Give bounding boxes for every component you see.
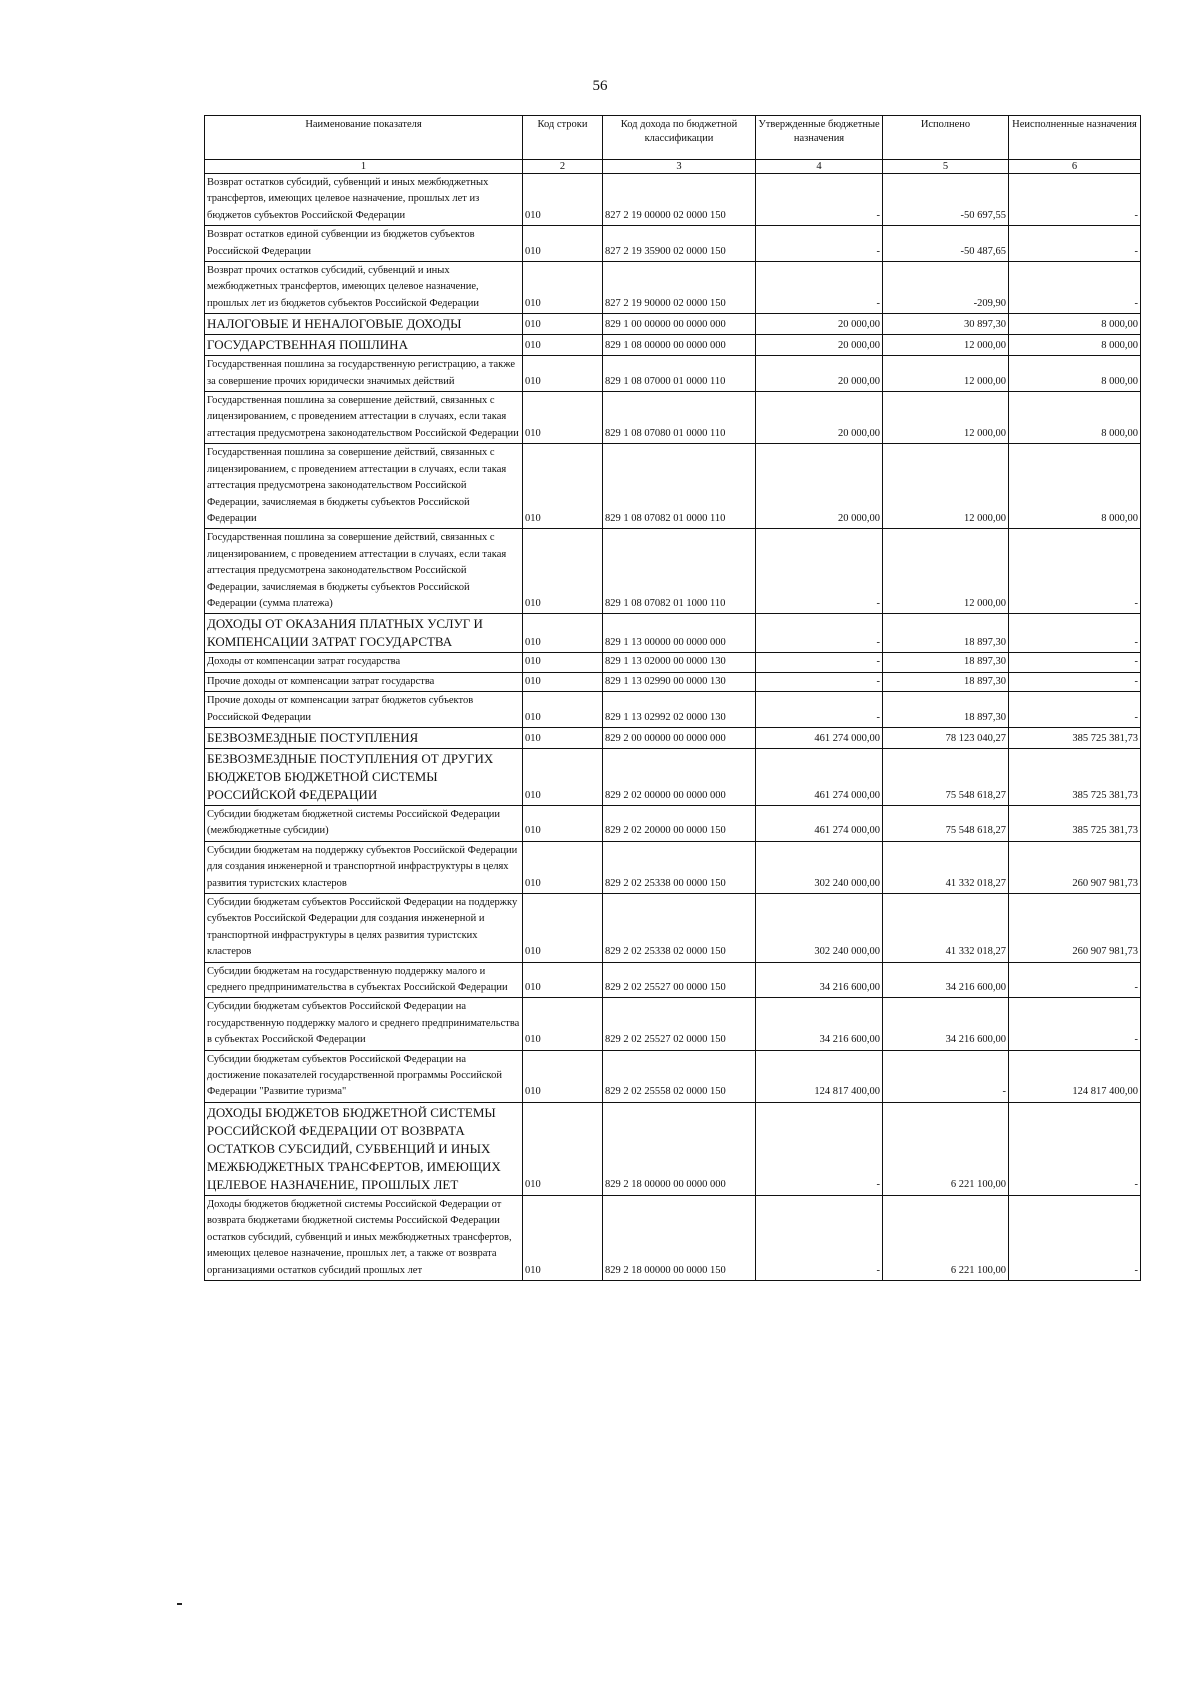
income-code-cell: 827 2 19 90000 02 0000 150 [603,262,756,314]
approved-amount-cell: 461 274 000,00 [756,748,883,805]
executed-amount-cell: 78 123 040,27 [883,727,1009,748]
line-code-cell: 010 [523,653,603,672]
indicator-name-cell: Субсидии бюджетам на государственную поддержку малого и среднего предпринимательства в субъектах Российской Федерации [205,962,523,998]
line-code-cell: 010 [523,692,603,728]
line-code-cell: 010 [523,1195,603,1280]
approved-amount-cell: - [756,262,883,314]
executed-amount-cell: -209,90 [883,262,1009,314]
table-row [205,653,1141,672]
indicator-name-cell: Возврат остатков единой субвенции из бюджетов субъектов Российской Федерации [205,226,523,262]
income-code-cell: 829 1 13 00000 00 0000 000 [603,614,756,653]
unexecuted-amount-cell: - [1009,653,1141,672]
unexecuted-amount-cell: - [1009,226,1141,262]
table-row [205,1195,1141,1280]
line-code-cell: 010 [523,998,603,1050]
unexecuted-amount-cell: 8 000,00 [1009,335,1141,356]
executed-amount-cell: 75 548 618,27 [883,805,1009,841]
executed-amount-cell: 75 548 618,27 [883,748,1009,805]
line-code-cell: 010 [523,1102,603,1195]
line-code-cell: 010 [523,894,603,963]
executed-amount-cell: 12 000,00 [883,529,1009,614]
unexecuted-amount-cell: - [1009,262,1141,314]
income-code-cell: 829 2 02 20000 00 0000 150 [603,805,756,841]
income-code-cell: 829 1 08 07080 01 0000 110 [603,392,756,444]
income-code-cell: 829 1 08 00000 00 0000 000 [603,335,756,356]
indicator-name-cell: БЕЗВОЗМЕЗДНЫЕ ПОСТУПЛЕНИЯ [205,727,523,748]
approved-amount-cell: - [756,1102,883,1195]
line-code-cell: 010 [523,614,603,653]
approved-amount-cell: 20 000,00 [756,392,883,444]
header-number: 4 [756,160,883,174]
line-code-cell: 010 [523,805,603,841]
approved-amount-cell: - [756,226,883,262]
table-row [205,672,1141,691]
executed-amount-cell: 18 897,30 [883,653,1009,672]
line-code-cell: 010 [523,356,603,392]
unexecuted-amount-cell: 8 000,00 [1009,392,1141,444]
approved-amount-cell: 20 000,00 [756,314,883,335]
unexecuted-amount-cell: - [1009,672,1141,691]
table-body [205,174,1141,1281]
indicator-name-cell: Государственная пошлина за государственную регистрацию, а также за совершение прочих юридически значимых действий [205,356,523,392]
unexecuted-amount-cell: 260 907 981,73 [1009,841,1141,893]
indicator-name-cell: Субсидии бюджетам субъектов Российской Федерации на государственную поддержку малого и среднего предпринимательства в субъектах Российской Федерации [205,998,523,1050]
unexecuted-amount-cell: - [1009,529,1141,614]
table-row [205,894,1141,963]
header-number: 6 [1009,160,1141,174]
indicator-name-cell: Доходы бюджетов бюджетной системы Российской Федерации от возврата бюджетами бюджетной системы Российской Федерации остатков субсидий, субвенций и иных межбюджетных трансфертов, имеющих целевое назначение, прошлых лет, а также от возврата организациями остатков субсидий прошлых лет [205,1195,523,1280]
unexecuted-amount-cell: - [1009,998,1141,1050]
table-row [205,1050,1141,1102]
table-row [205,998,1141,1050]
indicator-name-cell: Доходы от компенсации затрат государства [205,653,523,672]
table-row [205,444,1141,529]
income-code-cell: 829 2 02 25558 02 0000 150 [603,1050,756,1102]
unexecuted-amount-cell: 260 907 981,73 [1009,894,1141,963]
income-code-cell: 829 1 13 02992 02 0000 130 [603,692,756,728]
line-code-cell: 010 [523,727,603,748]
table-row [205,174,1141,226]
income-code-cell: 829 2 02 25338 02 0000 150 [603,894,756,963]
approved-amount-cell: - [756,1195,883,1280]
line-code-cell: 010 [523,262,603,314]
approved-amount-cell: 461 274 000,00 [756,805,883,841]
unexecuted-amount-cell: - [1009,174,1141,226]
income-code-cell: 829 1 00 00000 00 0000 000 [603,314,756,335]
table-row [205,841,1141,893]
executed-amount-cell: 41 332 018,27 [883,841,1009,893]
page-number: 56 [592,78,608,94]
indicator-name-cell: БЕЗВОЗМЕЗДНЫЕ ПОСТУПЛЕНИЯ ОТ ДРУГИХ БЮДЖЕТОВ БЮДЖЕТНОЙ СИСТЕМЫ РОССИЙСКОЙ ФЕДЕРАЦИИ [205,748,523,805]
income-code-cell: 829 2 02 00000 00 0000 000 [603,748,756,805]
income-report-table [204,115,1141,1281]
header-unexecuted: Неисполненные назначения [1009,116,1141,160]
income-code-cell: 829 1 13 02000 00 0000 130 [603,653,756,672]
header-line-code: Код строки [523,116,603,160]
approved-amount-cell: 34 216 600,00 [756,998,883,1050]
table-row [205,805,1141,841]
income-code-cell: 829 2 18 00000 00 0000 150 [603,1195,756,1280]
table-row [205,962,1141,998]
income-code-cell: 829 1 08 07082 01 1000 110 [603,529,756,614]
line-code-cell: 010 [523,392,603,444]
table-row [205,727,1141,748]
income-code-cell: 829 2 02 25527 00 0000 150 [603,962,756,998]
executed-amount-cell: - [883,1050,1009,1102]
table-row [205,748,1141,805]
line-code-cell: 010 [523,748,603,805]
indicator-name-cell: Субсидии бюджетам субъектов Российской Федерации на достижение показателей государственной программы Российской Федерации "Развитие туризма" [205,1050,523,1102]
line-code-cell: 010 [523,335,603,356]
approved-amount-cell: 124 817 400,00 [756,1050,883,1102]
table-row [205,262,1141,314]
indicator-name-cell: НАЛОГОВЫЕ И НЕНАЛОГОВЫЕ ДОХОДЫ [205,314,523,335]
income-code-cell: 829 2 02 25527 02 0000 150 [603,998,756,1050]
unexecuted-amount-cell: 385 725 381,73 [1009,727,1141,748]
indicator-name-cell: ДОХОДЫ БЮДЖЕТОВ БЮДЖЕТНОЙ СИСТЕМЫ РОССИЙСКОЙ ФЕДЕРАЦИИ ОТ ВОЗВРАТА ОСТАТКОВ СУБСИДИЙ, СУБВЕНЦИЙ И ИНЫХ МЕЖБЮДЖЕТНЫХ ТРАНСФЕРТОВ, ИМЕЮЩИХ ЦЕЛЕВОЕ НАЗНАЧЕНИЕ, ПРОШЛЫХ ЛЕТ [205,1102,523,1195]
unexecuted-amount-cell: 124 817 400,00 [1009,1050,1141,1102]
executed-amount-cell: 12 000,00 [883,392,1009,444]
table-header [205,116,1141,174]
table-row [205,226,1141,262]
line-code-cell: 010 [523,841,603,893]
approved-amount-cell: 34 216 600,00 [756,962,883,998]
header-approved: Утвержденные бюджетные назначения [756,116,883,160]
indicator-name-cell: Государственная пошлина за совершение действий, связанных с лицензированием, с проведением аттестации в случаях, если такая аттестация предусмотрена законодательством Российской Федерации [205,392,523,444]
indicator-name-cell: Субсидии бюджетам субъектов Российской Федерации на поддержку субъектов Российской Федерации для создания инженерной и транспортной инфраструктуры в целях развития туристских кластеров [205,894,523,963]
line-code-cell: 010 [523,962,603,998]
executed-amount-cell: -50 487,65 [883,226,1009,262]
line-code-cell: 010 [523,444,603,529]
unexecuted-amount-cell: - [1009,692,1141,728]
executed-amount-cell: 12 000,00 [883,356,1009,392]
approved-amount-cell: 20 000,00 [756,335,883,356]
executed-amount-cell: 30 897,30 [883,314,1009,335]
table-row [205,392,1141,444]
income-code-cell: 829 2 02 25338 00 0000 150 [603,841,756,893]
indicator-name-cell: Субсидии бюджетам на поддержку субъектов Российской Федерации для создания инженерной и транспортной инфраструктуры в целях развития туристских кластеров [205,841,523,893]
executed-amount-cell: 12 000,00 [883,444,1009,529]
income-code-cell: 829 1 08 07082 01 0000 110 [603,444,756,529]
indicator-name-cell: Возврат остатков субсидий, субвенций и иных межбюджетных трансфертов, имеющих целевое назначение, прошлых лет из бюджетов субъектов Российской Федерации [205,174,523,226]
executed-amount-cell: 18 897,30 [883,672,1009,691]
approved-amount-cell: 302 240 000,00 [756,894,883,963]
executed-amount-cell: -50 697,55 [883,174,1009,226]
income-code-cell: 829 1 13 02990 00 0000 130 [603,672,756,691]
header-number: 2 [523,160,603,174]
table-row [205,335,1141,356]
executed-amount-cell: 34 216 600,00 [883,998,1009,1050]
indicator-name-cell: Прочие доходы от компенсации затрат бюджетов субъектов Российской Федерации [205,692,523,728]
approved-amount-cell: 461 274 000,00 [756,727,883,748]
unexecuted-amount-cell: 8 000,00 [1009,356,1141,392]
unexecuted-amount-cell: 8 000,00 [1009,444,1141,529]
approved-amount-cell: - [756,174,883,226]
approved-amount-cell: - [756,672,883,691]
indicator-name-cell: Субсидии бюджетам бюджетной системы Российской Федерации (межбюджетные субсидии) [205,805,523,841]
unexecuted-amount-cell: - [1009,614,1141,653]
indicator-name-cell: ГОСУДАРСТВЕННАЯ ПОШЛИНА [205,335,523,356]
header-number-row [205,160,1141,174]
line-code-cell: 010 [523,529,603,614]
indicator-name-cell: ДОХОДЫ ОТ ОКАЗАНИЯ ПЛАТНЫХ УСЛУГ И КОМПЕНСАЦИИ ЗАТРАТ ГОСУДАРСТВА [205,614,523,653]
indicator-name-cell: Государственная пошлина за совершение действий, связанных с лицензированием, с проведением аттестации в случаях, если такая аттестация предусмотрена законодательством Российской Федерации, зачисляемая в бюджеты субъектов Российской Федерации (сумма платежа) [205,529,523,614]
line-code-cell: 010 [523,174,603,226]
approved-amount-cell: - [756,653,883,672]
executed-amount-cell: 12 000,00 [883,335,1009,356]
header-indicator-name: Наименование показателя [205,116,523,160]
unexecuted-amount-cell: - [1009,1102,1141,1195]
executed-amount-cell: 34 216 600,00 [883,962,1009,998]
scan-mark [177,1603,182,1605]
line-code-cell: 010 [523,314,603,335]
income-code-cell: 829 2 18 00000 00 0000 000 [603,1102,756,1195]
approved-amount-cell: 302 240 000,00 [756,841,883,893]
executed-amount-cell: 6 221 100,00 [883,1102,1009,1195]
header-number: 5 [883,160,1009,174]
approved-amount-cell: - [756,529,883,614]
header-number: 3 [603,160,756,174]
income-code-cell: 829 2 00 00000 00 0000 000 [603,727,756,748]
approved-amount-cell: 20 000,00 [756,356,883,392]
table-row [205,692,1141,728]
header-executed: Исполнено [883,116,1009,160]
table-row [205,356,1141,392]
unexecuted-amount-cell: - [1009,1195,1141,1280]
indicator-name-cell: Возврат прочих остатков субсидий, субвенций и иных межбюджетных трансфертов, имеющих целевое назначение, прошлых лет из бюджетов субъектов Российской Федерации [205,262,523,314]
unexecuted-amount-cell: 385 725 381,73 [1009,805,1141,841]
unexecuted-amount-cell: 385 725 381,73 [1009,748,1141,805]
approved-amount-cell: 20 000,00 [756,444,883,529]
table-row [205,614,1141,653]
indicator-name-cell: Государственная пошлина за совершение действий, связанных с лицензированием, с проведением аттестации в случаях, если такая аттестация предусмотрена законодательством Российской Федерации, зачисляемая в бюджеты субъектов Российской Федерации [205,444,523,529]
table-row [205,1102,1141,1195]
executed-amount-cell: 6 221 100,00 [883,1195,1009,1280]
line-code-cell: 010 [523,672,603,691]
table-row [205,314,1141,335]
executed-amount-cell: 41 332 018,27 [883,894,1009,963]
approved-amount-cell: - [756,692,883,728]
executed-amount-cell: 18 897,30 [883,692,1009,728]
header-row [205,116,1141,160]
unexecuted-amount-cell: - [1009,962,1141,998]
income-code-cell: 829 1 08 07000 01 0000 110 [603,356,756,392]
income-code-cell: 827 2 19 35900 02 0000 150 [603,226,756,262]
header-income-code: Код дохода по бюджетной классификации [603,116,756,160]
unexecuted-amount-cell: 8 000,00 [1009,314,1141,335]
header-number: 1 [205,160,523,174]
table-row [205,529,1141,614]
executed-amount-cell: 18 897,30 [883,614,1009,653]
income-code-cell: 827 2 19 00000 02 0000 150 [603,174,756,226]
indicator-name-cell: Прочие доходы от компенсации затрат государства [205,672,523,691]
approved-amount-cell: - [756,614,883,653]
line-code-cell: 010 [523,1050,603,1102]
line-code-cell: 010 [523,226,603,262]
